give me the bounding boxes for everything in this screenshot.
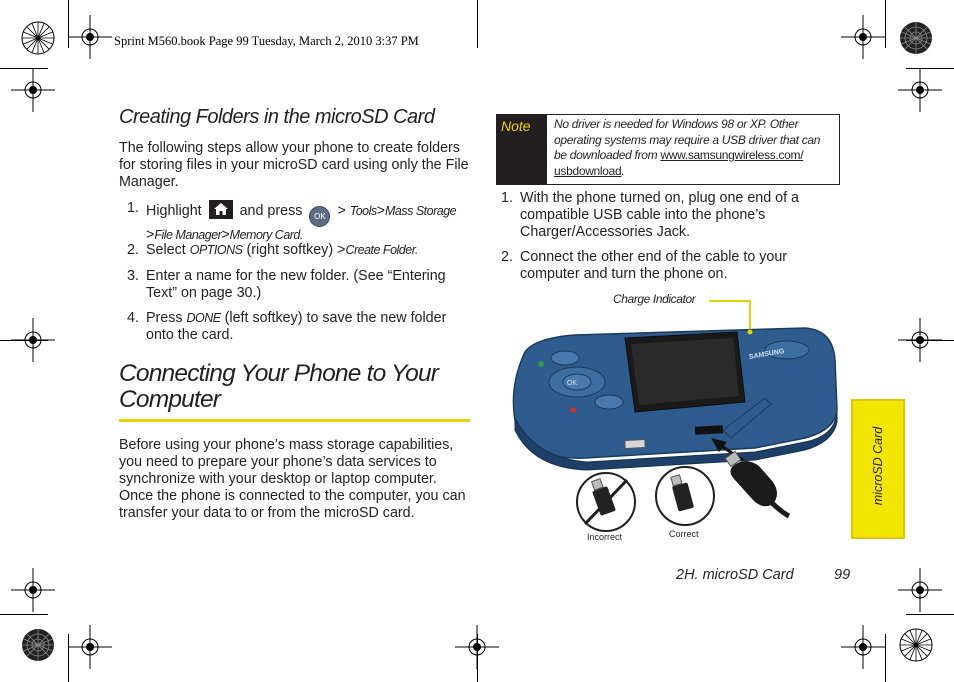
usb-driver-link[interactable]: www.samsungwireless.com/ [660,148,804,162]
softkey-done: DONE [186,311,221,325]
phone-icon [513,328,837,470]
usb-cable-icon [725,451,789,516]
footer-section: 2H. microSD Card [676,567,794,583]
incorrect-label: Incorrect [587,532,623,542]
menu-tools: Tools [349,204,377,218]
section2-body: Before using your phone’s mass storage capabilities, you need to prepare your phone’s data services to synchronize with your desktop or laptop computer. Once the phone is connected to the computer, you can transfer your data to or from the microSD card. [119,437,466,521]
phone-usb-figure [505,290,850,550]
correct-label: Correct [669,529,699,539]
note-text: No driver is needed for Windows 98 or XP. Other operating systems may require a USB driver that can be downloaded from www.samsungwireless.com/ usbdownload. [554,117,821,178]
home-icon [209,200,233,219]
charge-indicator-label: Charge Indicator [613,292,696,306]
note-label: Note [497,115,547,184]
note-box [496,114,840,185]
phone-ok-key: OK [566,380,578,387]
side-tab [851,399,905,539]
page-number: 99 [834,567,851,583]
ok-key-icon: OK [309,206,330,227]
incorrect-icon [577,473,635,531]
menu-mass-storage: Mass Storage [385,204,457,218]
correct-icon [656,467,714,525]
section1-intro: The following steps allow your phone to create folders for storing files in your microSD card using only the File Manager. [119,140,469,190]
print-slug: Sprint M560.book Page 99 Tuesday, March 2, 2010 3:37 PM [114,34,419,48]
menu-memory-card: Memory Card. [229,228,303,242]
title-rule [119,419,470,422]
softkey-options: OPTIONS [189,243,243,257]
usb-driver-link-cont[interactable]: usbdownload [554,163,622,178]
phone-brand: SAMSUNG [748,347,785,362]
side-tab-label: microSD Card [871,426,885,506]
menu-create-folder: Create Folder. [345,243,418,257]
section2-title: Connecting Your Phone to Your Computer [119,360,439,413]
menu-file-manager: File Manager [154,228,222,242]
section1-title: Creating Folders in the microSD Card [119,106,435,128]
